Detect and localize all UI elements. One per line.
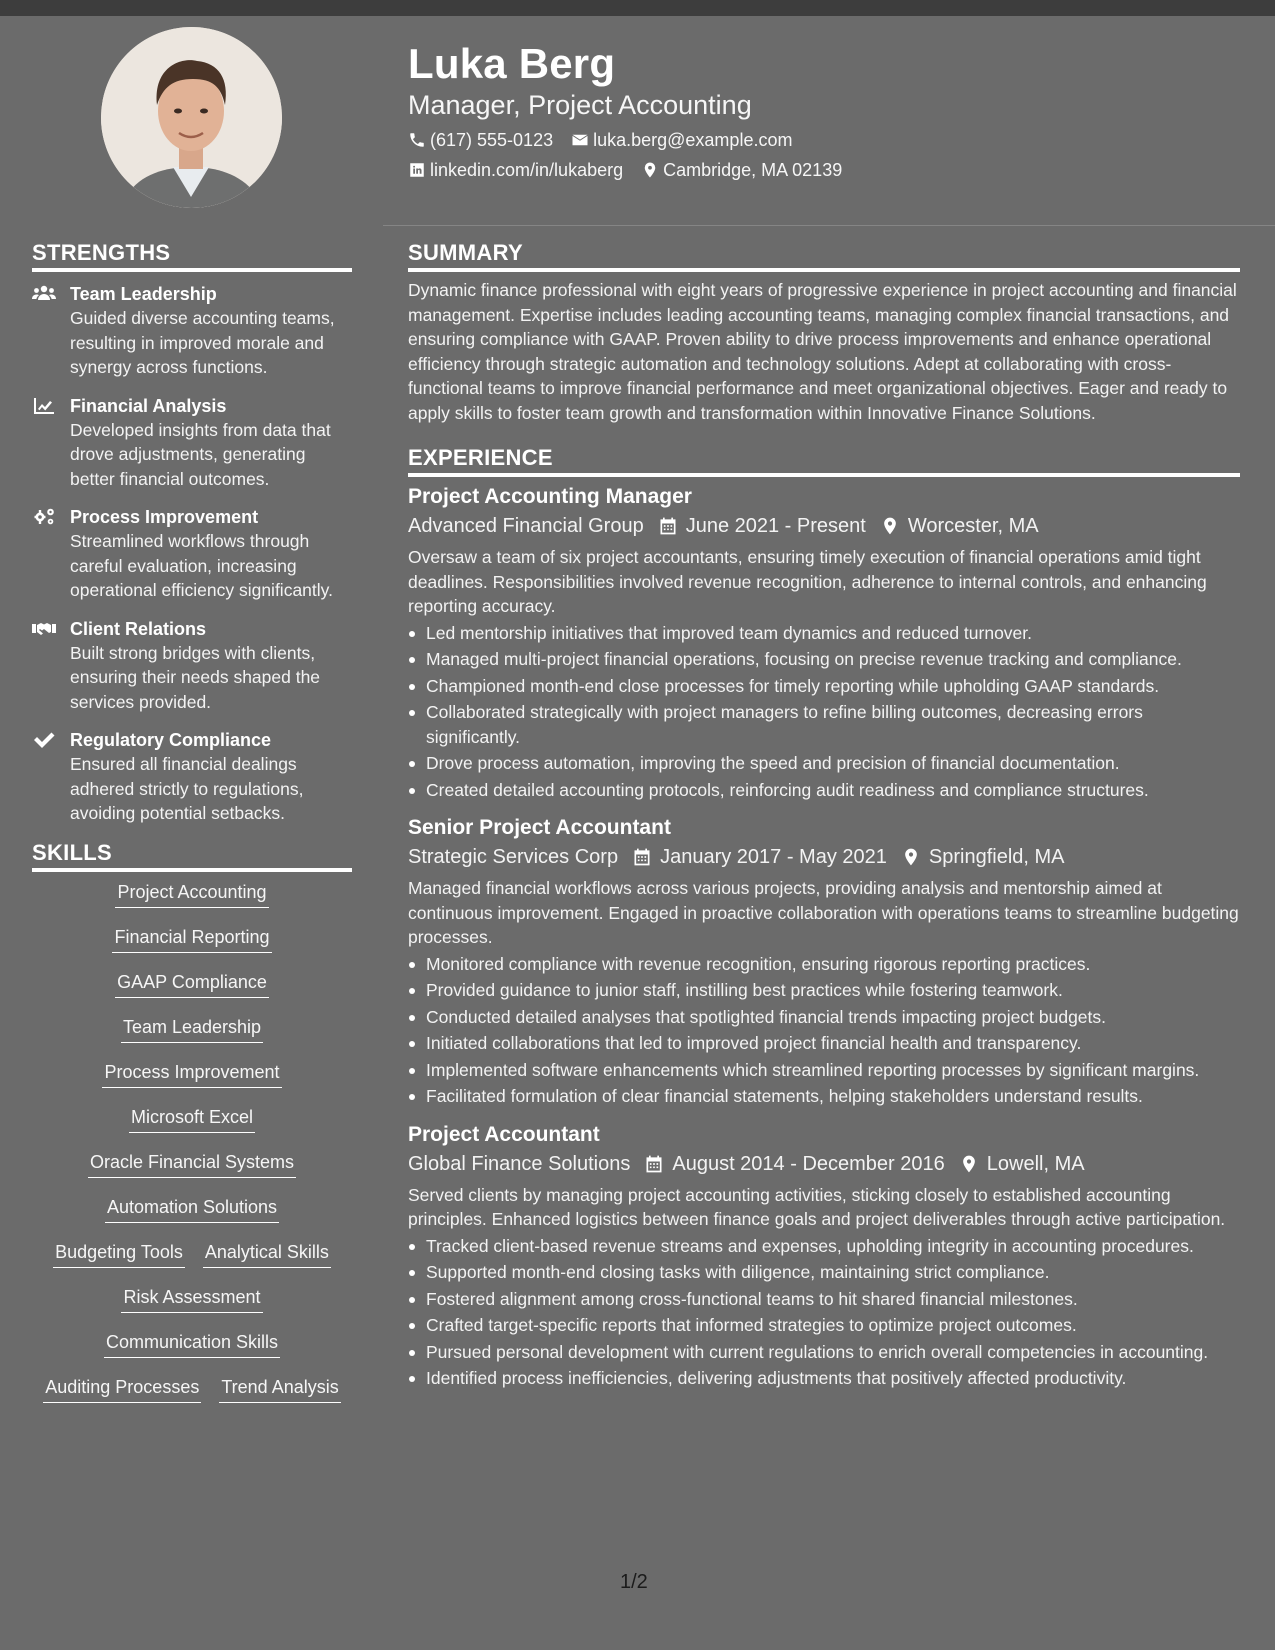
summary-text: Dynamic finance professional with eight years of progressive experience in project accounting and financial management. Expertise includes leading accounting teams, managing complex financial transactions, and ensuring compliance with GAAP. Proven ability to drive process improvements and enhance operational efficiency through strategic automation and technology solutions. Adept at collaborating with cross-functional teams to improve financial performance and meet organizational objectives. Eager and ready to apply skills to foster team growth and transformation within Innovative Finance Solutions. (408, 280, 1237, 423)
job-location-text: Lowell, MA (986, 1152, 1085, 1175)
job-bullet: Drove process automation, improving the speed and precision of financial documentation. (408, 751, 1240, 776)
skill-tag: Risk Assessment (121, 1285, 262, 1313)
strength-item (32, 282, 352, 380)
skill-tag: Oracle Financial Systems (88, 1150, 296, 1178)
summary-heading: SUMMARY (408, 240, 1240, 272)
calendar-icon (632, 847, 652, 867)
job-description: Managed financial workflows across various projects, providing analysis and mentorship aimed at continuous improvement. Engaged in proactive collaboration with operations teams to streamline budgeting processes. (408, 878, 1239, 947)
candidate-role: Manager, Project Accounting (408, 90, 752, 121)
map-pin-icon (959, 1154, 979, 1174)
strengths-heading: STRENGTHS (32, 240, 352, 272)
profile-photo (101, 27, 282, 208)
job-location (901, 842, 1065, 872)
skill-tag: Process Improvement (102, 1060, 281, 1088)
job-bullet: Pursued personal development with current regulations to enrich overall competencies in accounting. (408, 1340, 1240, 1365)
strength-title: Regulatory Compliance (70, 730, 272, 750)
experience-heading: EXPERIENCE (408, 445, 1240, 477)
strength-description: Built strong bridges with clients, ensuring their needs shaped the services provided. (70, 642, 321, 712)
skill-tag: Automation Solutions (105, 1195, 279, 1223)
right-column (408, 240, 1240, 1403)
job-bullet: Led mentorship initiatives that improved team dynamics and reduced turnover. (408, 621, 1240, 646)
skill-row (96, 1195, 288, 1240)
map-pin-icon (641, 161, 659, 179)
skill-row (34, 1375, 349, 1420)
header-divider (383, 225, 1275, 226)
skills-heading: SKILLS (32, 840, 352, 872)
job-bullet: Provided guidance to junior staff, instilling best practices while fostering teamwork. (408, 978, 1240, 1003)
skill-row (106, 880, 277, 925)
contact-location (641, 160, 842, 181)
job-dates-text: August 2014 - December 2016 (672, 1152, 945, 1175)
job-dates (644, 1149, 944, 1179)
contact-linkedin[interactable] (408, 160, 623, 181)
job-meta (408, 842, 1240, 872)
skill-row (106, 970, 278, 1015)
candidate-name: Luka Berg (408, 40, 616, 87)
job-dates (658, 511, 866, 541)
job-dates (632, 842, 887, 872)
skill-tag: Financial Reporting (112, 925, 271, 953)
job-bullet: Initiated collaborations that led to improved project financial health and transparency. (408, 1031, 1240, 1056)
strength-description: Streamlined workflows through careful evaluation, increasing operational efficiency significantly. (70, 531, 333, 600)
job-company: Global Finance Solutions (408, 1152, 631, 1175)
strength-item (32, 617, 352, 715)
linkedin-icon (408, 161, 426, 179)
skill-row (95, 1330, 289, 1375)
calendar-icon (644, 1154, 664, 1174)
resume-header (408, 40, 1248, 181)
skill-row (112, 1285, 271, 1330)
job-bullet: Identified process inefficiencies, delivering adjustments that positively affected productivity. (408, 1366, 1240, 1391)
strength-title: Client Relations (70, 618, 207, 639)
skill-tag: Auditing Processes (43, 1375, 201, 1403)
page-number: 1/2 (620, 1571, 648, 1593)
skill-row (112, 1015, 272, 1060)
job-bullet: Conducted detailed analyses that spotlighted financial trends impacting project budgets. (408, 1005, 1240, 1030)
users-icon (32, 284, 56, 304)
job-title: Project Accountant (408, 1122, 600, 1146)
contact-row-2 (408, 160, 1248, 181)
job-entry (408, 814, 1240, 1109)
job-location-text: Worcester, MA (907, 515, 1039, 537)
contact-phone[interactable] (408, 130, 553, 151)
strength-title: Financial Analysis (70, 395, 227, 416)
job-company: Advanced Financial Group (408, 515, 644, 537)
email-text: luka.berg@example.com (593, 129, 793, 150)
job-bullet: Tracked client-based revenue streams and expenses, upholding integrity in accounting procedures. (408, 1234, 1240, 1259)
strength-description: Developed insights from data that drove adjustments, generating better financial outcomes. (70, 419, 331, 489)
envelope-icon (571, 131, 589, 149)
job-bullet: Managed multi-project financial operations, focusing on precise revenue tracking and compliance. (408, 647, 1240, 672)
skill-row (120, 1105, 264, 1150)
strength-item (32, 728, 352, 826)
job-dates-text: June 2021 - Present (685, 515, 866, 537)
job-title: Senior Project Accountant (408, 816, 671, 839)
job-title: Project Accounting Manager (408, 485, 692, 508)
job-bullet: Facilitated formulation of clear financial statements, helping stakeholders understand results. (408, 1084, 1240, 1109)
strength-title: Team Leadership (70, 284, 217, 304)
contact-row-1 (408, 130, 1248, 151)
skill-row (93, 1060, 290, 1105)
skill-tag: Analytical Skills (203, 1240, 331, 1268)
job-location (880, 511, 1039, 541)
job-bullet: Monitored compliance with revenue recognition, ensuring rigorous reporting practices. (408, 952, 1240, 977)
job-bullets (408, 1234, 1240, 1391)
contact-email[interactable] (571, 130, 792, 151)
calendar-icon (658, 516, 678, 536)
map-pin-icon (901, 847, 921, 867)
job-entry (408, 483, 1240, 802)
job-meta (408, 511, 1240, 541)
job-location (959, 1149, 1085, 1179)
strength-item (32, 394, 352, 492)
job-bullet: Crafted target-specific reports that informed strategies to optimize project outcomes. (408, 1313, 1240, 1338)
skill-row (103, 925, 280, 970)
job-bullet: Championed month-end close processes for timely reporting while upholding GAAP standards. (408, 674, 1240, 699)
job-meta (408, 1149, 1240, 1179)
linkedin-text: linkedin.com/in/lukaberg (430, 159, 624, 180)
strength-description: Ensured all financial dealings adhered strictly to regulations, avoiding potential setbacks. (70, 754, 304, 823)
job-bullet: Collaborated strategically with project managers to refine billing outcomes, decreasing errors significantly. (408, 700, 1240, 749)
skill-tag: GAAP Compliance (115, 970, 269, 998)
top-bar (0, 0, 1275, 16)
job-description: Oversaw a team of six project accountants, ensuring timely execution of financial operations amid tight deadlines. Responsibilities involved revenue recognition, adherence to internal controls, and enhancing reporting accuracy. (408, 547, 1207, 616)
skill-tag: Trend Analysis (219, 1375, 340, 1403)
job-location-text: Springfield, MA (928, 846, 1065, 868)
job-description: Served clients by managing project accounting activities, sticking closely to established accounting principles. Enhanced logistics between finance goals and project deliverables through active participation. (408, 1184, 1226, 1229)
skill-tag: Communication Skills (104, 1330, 280, 1358)
skill-tag: Microsoft Excel (129, 1105, 255, 1133)
skill-row (44, 1240, 340, 1285)
left-column (32, 240, 352, 1420)
job-bullet: Supported month-end closing tasks with diligence, maintaining strict compliance. (408, 1260, 1240, 1285)
strength-description: Guided diverse accounting teams, resulting in improved morale and synergy across functions. (70, 308, 335, 377)
skill-tag: Team Leadership (121, 1015, 263, 1043)
job-bullet: Implemented software enhancements which streamlined reporting processes by significant margins. (408, 1058, 1240, 1083)
job-entry (408, 1121, 1240, 1391)
job-company: Strategic Services Corp (408, 846, 619, 868)
handshake-icon (32, 619, 56, 639)
map-pin-icon (880, 516, 900, 536)
job-bullets (408, 621, 1240, 803)
phone-text: (617) 555-0123 (430, 129, 554, 150)
location-text: Cambridge, MA 02139 (663, 159, 843, 180)
chart-line-icon (32, 396, 56, 416)
skill-tag: Project Accounting (115, 880, 268, 908)
phone-icon (408, 131, 426, 149)
gears-icon (32, 507, 56, 527)
skill-row (79, 1150, 305, 1195)
skill-tag: Budgeting Tools (53, 1240, 185, 1268)
skills-list (32, 880, 352, 1420)
check-icon (32, 730, 56, 750)
job-bullet: Created detailed accounting protocols, reinforcing audit readiness and compliance structures. (408, 778, 1240, 803)
job-bullet: Fostered alignment among cross-functional teams to hit shared financial milestones. (408, 1287, 1240, 1312)
strength-title: Process Improvement (70, 507, 259, 527)
job-dates-text: January 2017 - May 2021 (660, 846, 887, 868)
strength-item (32, 505, 352, 603)
job-bullets (408, 952, 1240, 1109)
